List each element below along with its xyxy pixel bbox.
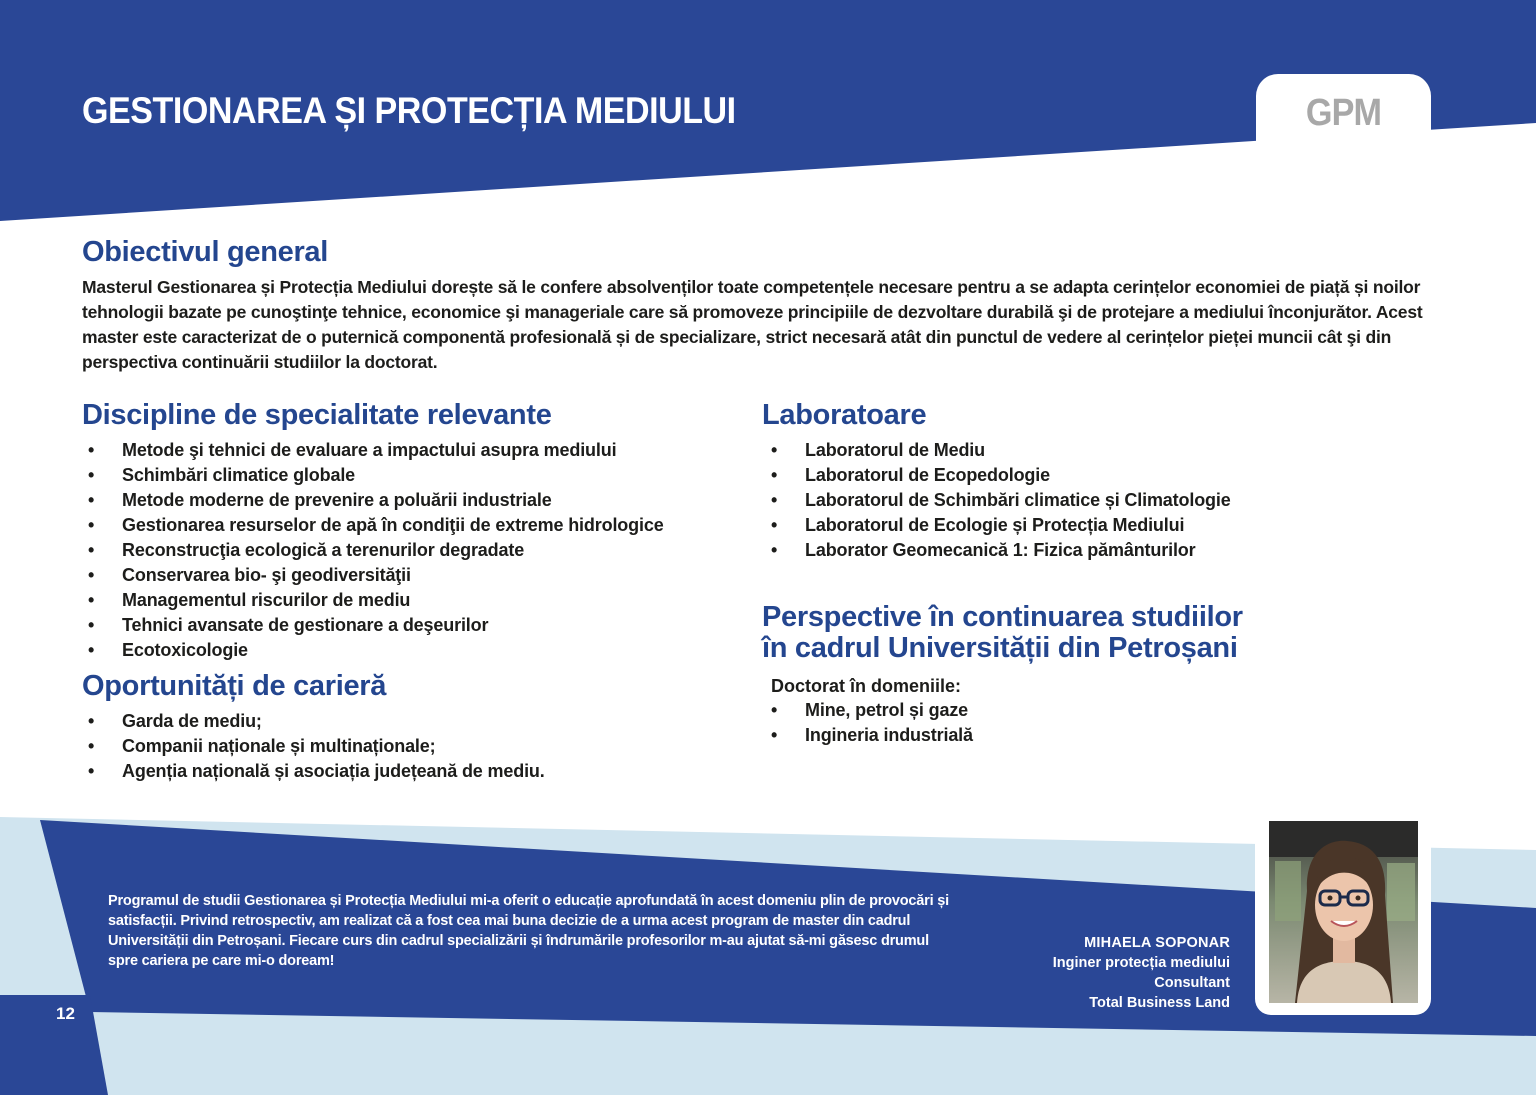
list-item: • Gestionarea resurselor de apă în condiţii de extreme hidrologice: [82, 513, 664, 538]
author-name: MIHAELA SOPONAR: [1084, 935, 1230, 951]
list-item: • Conservarea bio- şi geodiversităţii: [82, 563, 664, 588]
list-item: • Laboratorul de Schimbări climatice și Climatologie: [765, 488, 1231, 513]
labs-heading: Laboratoare: [762, 399, 927, 431]
testimonial-author: [1053, 933, 1230, 1013]
list-item: • Laboratorul de Ecopedologie: [765, 463, 1231, 488]
disciplines-heading: Discipline de specialitate relevante: [82, 399, 552, 431]
list-item: • Agenția națională și asociația județeană de mediu.: [82, 759, 545, 784]
perspectives-intro: Doctorat în domeniile:: [771, 676, 962, 696]
list-item: • Companii naționale și multinaționale;: [82, 734, 545, 759]
objective-text: Masterul Gestionarea și Protecția Mediului dorește să le confere absolvenților toate competențele necesare pentru a se adapta cerințelor economiei de piață și noilor tehnologii bazate pe cunoştinţe tehnice, economice şi manageriale care să promoveze principiile de dezvoltare durabilă şi de protejare a mediului înconjurător. Acest master este caracterizat de o puternică componentă profesională și de specializare, strict necesară atât din punctul de vedere al cerințelor pieței muncii cât şi din perspectiva continuării studiilor la doctorat.: [82, 277, 1423, 372]
list-item: • Schimbări climatice globale: [82, 463, 664, 488]
list-item: • Reconstrucţia ecologică a terenurilor degradate: [82, 538, 664, 563]
program-code-label: GPM: [1305, 92, 1382, 134]
list-item: • Tehnici avansate de gestionare a deşeurilor: [82, 613, 664, 638]
list-item: • Mine, petrol și gaze: [765, 698, 973, 723]
perspectives-list: [765, 698, 973, 748]
author-role: Inginer protecția mediului: [1052, 955, 1230, 971]
list-item: • Ingineria industrială: [765, 723, 973, 748]
disciplines-list: [82, 438, 664, 663]
page-title: GESTIONAREA ȘI PROTECȚIA MEDIULUI: [82, 90, 736, 131]
author-photo: [1269, 821, 1418, 1003]
author-position: Consultant: [1154, 975, 1230, 991]
objective-heading: Obiectivul general: [82, 236, 329, 268]
footer-corner-triangle: [0, 995, 108, 1095]
program-code-tab: [1256, 74, 1431, 150]
list-item: • Garda de mediu;: [82, 709, 545, 734]
labs-list: [765, 438, 1231, 563]
careers-list: [82, 709, 545, 784]
page-number: 12: [56, 1004, 75, 1023]
list-item: • Metode moderne de prevenire a poluării industriale: [82, 488, 664, 513]
perspectives-heading-line1: Perspective în continuarea studiilor: [762, 601, 1243, 633]
careers-heading: Oportunități de carieră: [82, 670, 387, 702]
list-item: • Metode şi tehnici de evaluare a impactului asupra mediului: [82, 438, 664, 463]
list-item: • Laborator Geomecanică 1: Fizica pământurilor: [765, 538, 1231, 563]
perspectives-heading: [762, 602, 1322, 664]
author-company: Total Business Land: [1089, 995, 1230, 1011]
list-item: • Laboratorul de Mediu: [765, 438, 1231, 463]
list-item: • Managementul riscurilor de mediu: [82, 588, 664, 613]
list-item: • Ecotoxicologie: [82, 638, 664, 663]
testimonial-quote: Programul de studii Gestionarea și Protecția Mediului mi-a oferit o educație aprofundată în acest domeniu plin de provocări și satisfacții. Privind retrospectiv, am realizat că a fost cea mai buna decizie de a urma acest program de master din cadrul Universității din Petroșani. Fiecare curs din cadrul specializării și îndrumările profesorilor m-au ajutat să-mi găsesc drumul spre cariera pe care mi-o doream!: [108, 893, 949, 969]
perspectives-heading-line2: în cadrul Universității din Petroșani: [762, 632, 1238, 664]
list-item: • Laboratorul de Ecologie și Protecția Mediului: [765, 513, 1231, 538]
